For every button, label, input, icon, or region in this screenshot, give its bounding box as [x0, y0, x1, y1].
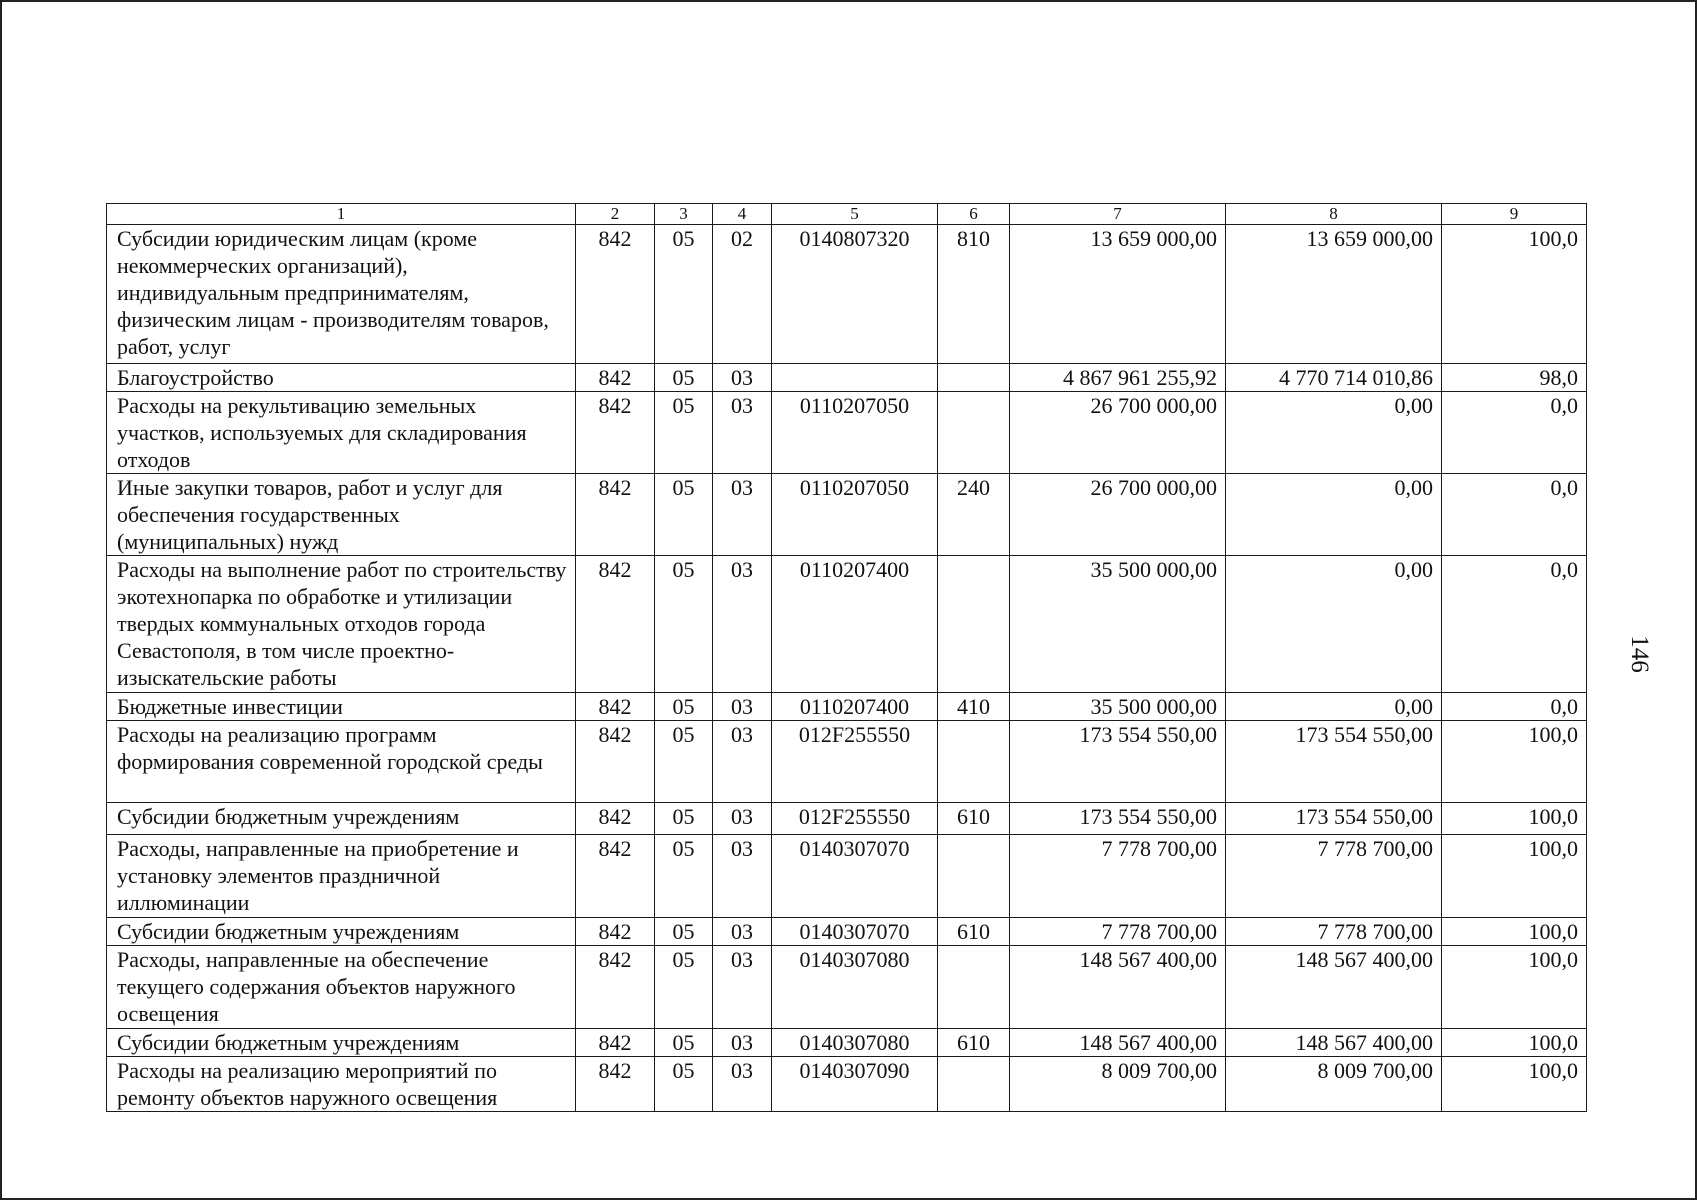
row-executed-amount: 7 778 700,00	[1226, 835, 1442, 918]
table-row	[107, 392, 1587, 474]
table-row	[107, 721, 1587, 803]
row-section: 05	[655, 918, 713, 946]
row-name: Расходы, направленные на обеспечение текущего содержания объектов наружного освещения	[107, 946, 576, 1029]
row-admin-code: 842	[576, 803, 655, 835]
row-executed-amount: 173 554 550,00	[1226, 803, 1442, 835]
column-number-4: 4	[713, 204, 772, 225]
row-percent: 0,0	[1442, 474, 1587, 556]
row-expense-type	[938, 946, 1010, 1029]
table-row	[107, 556, 1587, 693]
row-name: Расходы на реализацию программ формирования современной городской среды	[107, 721, 576, 803]
row-target-article: 0140307090	[772, 1057, 938, 1112]
row-section: 05	[655, 835, 713, 918]
row-admin-code: 842	[576, 721, 655, 803]
row-percent: 100,0	[1442, 721, 1587, 803]
header-row	[107, 204, 1587, 225]
row-expense-type: 610	[938, 918, 1010, 946]
row-executed-amount: 8 009 700,00	[1226, 1057, 1442, 1112]
row-section: 05	[655, 693, 713, 721]
row-percent: 100,0	[1442, 918, 1587, 946]
row-subsection: 03	[713, 721, 772, 803]
row-expense-type: 610	[938, 1029, 1010, 1057]
row-percent: 0,0	[1442, 556, 1587, 693]
table-row	[107, 1029, 1587, 1057]
row-target-article: 0110207400	[772, 693, 938, 721]
row-admin-code: 842	[576, 693, 655, 721]
row-subsection: 02	[713, 225, 772, 364]
row-section: 05	[655, 556, 713, 693]
column-number-1: 1	[107, 204, 576, 225]
row-percent: 0,0	[1442, 693, 1587, 721]
row-section: 05	[655, 364, 713, 392]
row-subsection: 03	[713, 803, 772, 835]
row-planned-amount: 35 500 000,00	[1010, 693, 1226, 721]
row-target-article: 0140307080	[772, 1029, 938, 1057]
row-percent: 100,0	[1442, 1029, 1587, 1057]
table-row	[107, 918, 1587, 946]
row-percent: 100,0	[1442, 803, 1587, 835]
column-number-3: 3	[655, 204, 713, 225]
row-admin-code: 842	[576, 225, 655, 364]
row-name: Субсидии бюджетным учреждениям	[107, 918, 576, 946]
row-planned-amount: 13 659 000,00	[1010, 225, 1226, 364]
row-subsection: 03	[713, 835, 772, 918]
table-row	[107, 835, 1587, 918]
row-expense-type	[938, 556, 1010, 693]
row-expense-type	[938, 392, 1010, 474]
table-body	[107, 204, 1587, 1112]
row-name: Расходы на реализацию мероприятий по ремонту объектов наружного освещения	[107, 1057, 576, 1112]
row-executed-amount: 13 659 000,00	[1226, 225, 1442, 364]
row-executed-amount: 7 778 700,00	[1226, 918, 1442, 946]
row-planned-amount: 4 867 961 255,92	[1010, 364, 1226, 392]
row-name: Расходы, направленные на приобретение и установку элементов праздничной иллюминации	[107, 835, 576, 918]
row-target-article: 0110207050	[772, 474, 938, 556]
row-subsection: 03	[713, 693, 772, 721]
row-admin-code: 842	[576, 474, 655, 556]
column-number-9: 9	[1442, 204, 1587, 225]
row-executed-amount: 0,00	[1226, 693, 1442, 721]
row-name: Расходы на выполнение работ по строительству экотехнопарка по обработке и утилизации твердых коммунальных отходов города Севастополя, в том числе проектно-изыскательские работы	[107, 556, 576, 693]
row-percent: 100,0	[1442, 835, 1587, 918]
row-percent: 0,0	[1442, 392, 1587, 474]
row-section: 05	[655, 803, 713, 835]
row-name: Иные закупки товаров, работ и услуг для обеспечения государственных (муниципальных) нужд	[107, 474, 576, 556]
row-target-article: 0110207400	[772, 556, 938, 693]
row-planned-amount: 173 554 550,00	[1010, 803, 1226, 835]
row-expense-type: 410	[938, 693, 1010, 721]
row-executed-amount: 0,00	[1226, 392, 1442, 474]
row-expense-type	[938, 364, 1010, 392]
row-target-article: 0140807320	[772, 225, 938, 364]
row-target-article	[772, 364, 938, 392]
row-section: 05	[655, 721, 713, 803]
table-row	[107, 946, 1587, 1029]
row-section: 05	[655, 392, 713, 474]
row-section: 05	[655, 474, 713, 556]
row-section: 05	[655, 946, 713, 1029]
row-executed-amount: 148 567 400,00	[1226, 1029, 1442, 1057]
row-executed-amount: 0,00	[1226, 556, 1442, 693]
row-expense-type	[938, 721, 1010, 803]
row-executed-amount: 148 567 400,00	[1226, 946, 1442, 1029]
table-row	[107, 803, 1587, 835]
row-name: Благоустройство	[107, 364, 576, 392]
row-executed-amount: 4 770 714 010,86	[1226, 364, 1442, 392]
budget-table	[106, 203, 1587, 1112]
page-number: 146	[1625, 635, 1653, 673]
row-planned-amount: 7 778 700,00	[1010, 918, 1226, 946]
row-executed-amount: 0,00	[1226, 474, 1442, 556]
row-planned-amount: 26 700 000,00	[1010, 474, 1226, 556]
row-target-article: 012F255550	[772, 803, 938, 835]
row-subsection: 03	[713, 1029, 772, 1057]
row-percent: 98,0	[1442, 364, 1587, 392]
row-expense-type	[938, 1057, 1010, 1112]
row-expense-type: 610	[938, 803, 1010, 835]
row-subsection: 03	[713, 474, 772, 556]
row-subsection: 03	[713, 946, 772, 1029]
table-row	[107, 225, 1587, 364]
row-admin-code: 842	[576, 918, 655, 946]
column-number-6: 6	[938, 204, 1010, 225]
row-section: 05	[655, 1029, 713, 1057]
column-number-2: 2	[576, 204, 655, 225]
row-executed-amount: 173 554 550,00	[1226, 721, 1442, 803]
row-target-article: 0140307070	[772, 918, 938, 946]
row-admin-code: 842	[576, 1057, 655, 1112]
row-expense-type: 810	[938, 225, 1010, 364]
row-percent: 100,0	[1442, 225, 1587, 364]
column-number-8: 8	[1226, 204, 1442, 225]
row-name: Субсидии бюджетным учреждениям	[107, 1029, 576, 1057]
row-planned-amount: 7 778 700,00	[1010, 835, 1226, 918]
row-planned-amount: 148 567 400,00	[1010, 1029, 1226, 1057]
row-admin-code: 842	[576, 392, 655, 474]
row-subsection: 03	[713, 918, 772, 946]
row-planned-amount: 148 567 400,00	[1010, 946, 1226, 1029]
row-admin-code: 842	[576, 364, 655, 392]
row-target-article: 012F255550	[772, 721, 938, 803]
column-number-7: 7	[1010, 204, 1226, 225]
row-name: Субсидии бюджетным учреждениям	[107, 803, 576, 835]
row-percent: 100,0	[1442, 946, 1587, 1029]
row-name: Расходы на рекультивацию земельных участков, используемых для складирования отходов	[107, 392, 576, 474]
row-target-article: 0110207050	[772, 392, 938, 474]
row-planned-amount: 35 500 000,00	[1010, 556, 1226, 693]
row-planned-amount: 173 554 550,00	[1010, 721, 1226, 803]
table-row	[107, 1057, 1587, 1112]
table-row	[107, 693, 1587, 721]
row-subsection: 03	[713, 556, 772, 693]
table-row	[107, 364, 1587, 392]
row-admin-code: 842	[576, 946, 655, 1029]
row-target-article: 0140307070	[772, 835, 938, 918]
row-admin-code: 842	[576, 835, 655, 918]
row-name: Бюджетные инвестиции	[107, 693, 576, 721]
row-percent: 100,0	[1442, 1057, 1587, 1112]
row-planned-amount: 26 700 000,00	[1010, 392, 1226, 474]
row-target-article: 0140307080	[772, 946, 938, 1029]
row-expense-type: 240	[938, 474, 1010, 556]
table-row	[107, 474, 1587, 556]
row-admin-code: 842	[576, 556, 655, 693]
row-subsection: 03	[713, 364, 772, 392]
row-admin-code: 842	[576, 1029, 655, 1057]
row-planned-amount: 8 009 700,00	[1010, 1057, 1226, 1112]
row-subsection: 03	[713, 392, 772, 474]
row-name: Субсидии юридическим лицам (кроме некоммерческих организаций), индивидуальным предпринимателям, физическим лицам - производителям товаров, работ, услуг	[107, 225, 576, 364]
row-section: 05	[655, 225, 713, 364]
row-section: 05	[655, 1057, 713, 1112]
row-expense-type	[938, 835, 1010, 918]
row-subsection: 03	[713, 1057, 772, 1112]
column-number-5: 5	[772, 204, 938, 225]
